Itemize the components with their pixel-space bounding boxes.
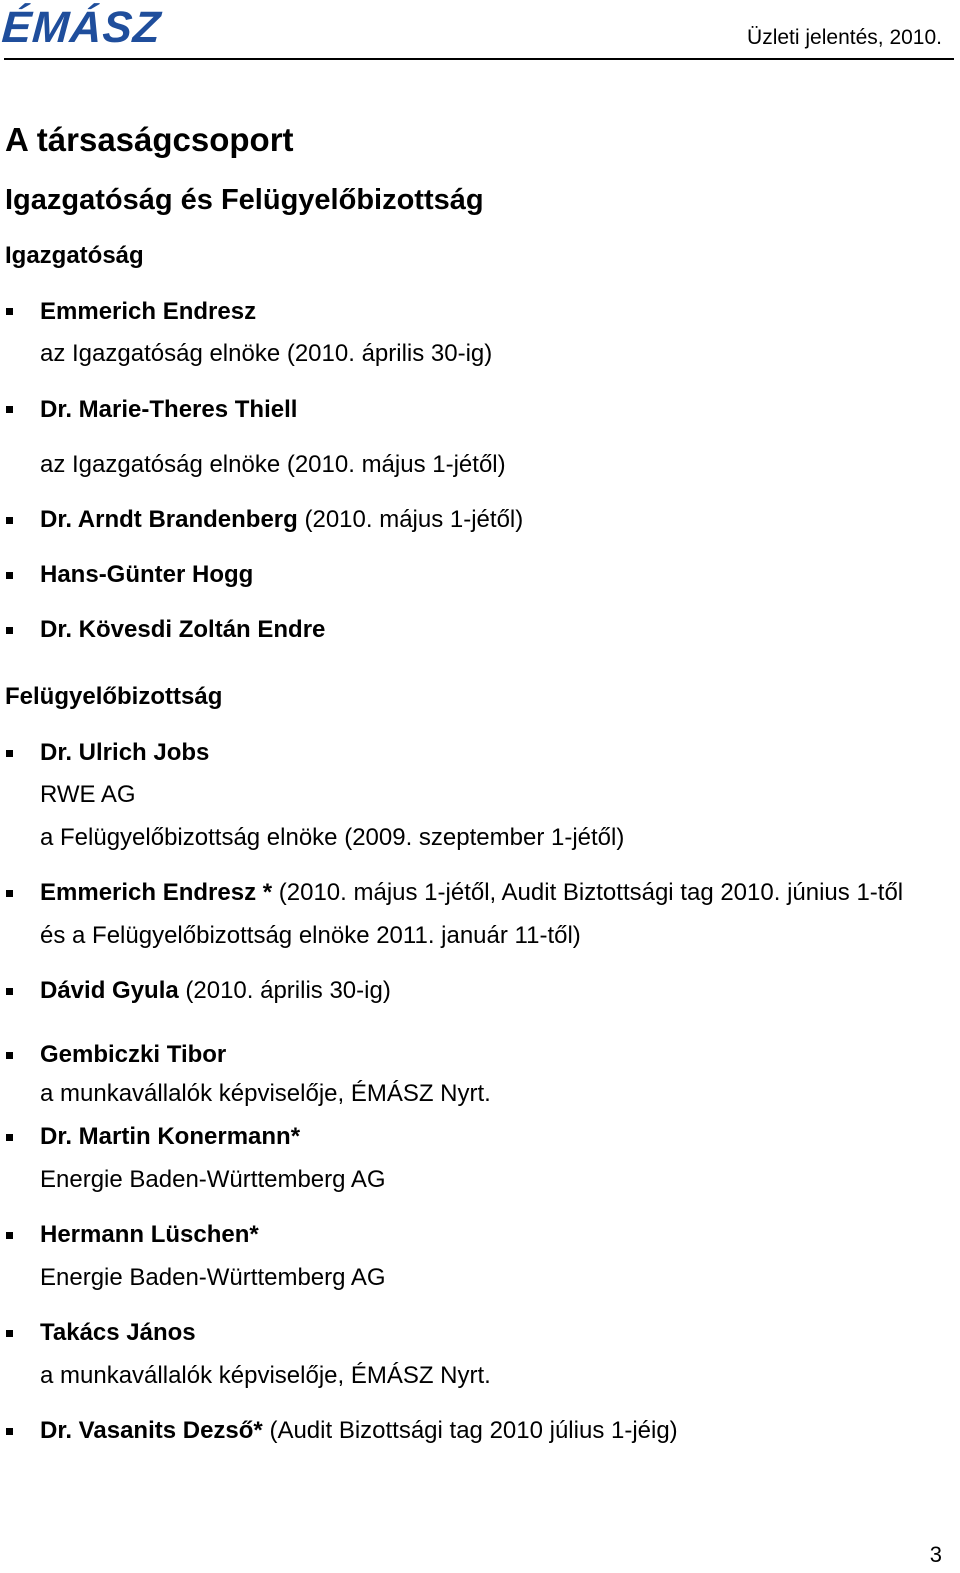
bullet-icon bbox=[6, 750, 13, 757]
member-note: (2010. április 30-ig) bbox=[178, 977, 391, 1004]
bullet-icon bbox=[6, 572, 13, 579]
member-name: Dr. Kövesdi Zoltán Endre bbox=[40, 616, 326, 643]
member-name: Hans-Günter Hogg bbox=[40, 561, 254, 588]
member-name: Dr. Arndt Brandenberg bbox=[40, 506, 298, 533]
member-detail: és a Felügyelőbizottság elnöke 2011. január 11-től) bbox=[40, 922, 581, 949]
page-header bbox=[0, 0, 960, 62]
list-item bbox=[40, 505, 523, 535]
list-item bbox=[40, 615, 325, 645]
member-detail: a munkavállalók képviselője, ÉMÁSZ Nyrt. bbox=[40, 1080, 491, 1107]
list-item bbox=[40, 560, 253, 590]
page-title: A társaságcsoport bbox=[5, 121, 294, 158]
page-number: 3 bbox=[929, 1542, 942, 1567]
member-detail: az Igazgatóság elnöke (2010. április 30-ig) bbox=[40, 340, 493, 367]
member-detail: az Igazgatóság elnöke (2010. május 1-jétől) bbox=[40, 451, 506, 478]
list-item bbox=[40, 1318, 196, 1348]
emasz-logo: ÉMÁSZ bbox=[0, 3, 163, 52]
bullet-icon bbox=[6, 308, 13, 315]
bullet-icon bbox=[6, 406, 13, 413]
list-item bbox=[40, 1416, 678, 1446]
bullet-icon bbox=[6, 1330, 13, 1337]
member-name: Dr. Vasanits Dezső* bbox=[40, 1417, 263, 1444]
member-name: Takács János bbox=[40, 1319, 196, 1346]
bullet-icon bbox=[6, 988, 13, 995]
list-item bbox=[40, 1040, 226, 1070]
bullet-icon bbox=[6, 1052, 13, 1059]
member-detail: a munkavállalók képviselője, ÉMÁSZ Nyrt. bbox=[40, 1362, 491, 1389]
bullet-icon bbox=[6, 1232, 13, 1239]
member-detail: a Felügyelőbizottság elnöke (2009. szeptember 1-jétől) bbox=[40, 824, 625, 851]
member-name: Dávid Gyula bbox=[40, 977, 179, 1004]
member-name: Dr. Ulrich Jobs bbox=[40, 739, 210, 766]
list-item bbox=[40, 738, 209, 768]
member-note: (Audit Bizottsági tag 2010 július 1-jéig) bbox=[262, 1417, 678, 1444]
member-note: (2010. május 1-jétől) bbox=[297, 506, 524, 533]
list-item bbox=[40, 976, 391, 1006]
list-item bbox=[40, 878, 903, 908]
member-name: Hermann Lüschen* bbox=[40, 1221, 259, 1248]
member-name: Dr. Martin Konermann* bbox=[40, 1123, 301, 1150]
member-name: Emmerich Endresz * bbox=[40, 879, 273, 906]
bullet-icon bbox=[6, 517, 13, 524]
bullet-icon bbox=[6, 1134, 13, 1141]
bullet-icon bbox=[6, 1428, 13, 1435]
header-divider bbox=[4, 58, 954, 60]
list-item bbox=[40, 1220, 259, 1250]
member-detail: RWE AG bbox=[40, 781, 136, 808]
member-name: Emmerich Endresz bbox=[40, 298, 257, 325]
supervisory-heading: Felügyelőbizottság bbox=[5, 683, 223, 710]
list-item bbox=[40, 1122, 300, 1152]
member-name: Dr. Marie-Theres Thiell bbox=[40, 396, 298, 423]
bullet-icon bbox=[6, 627, 13, 634]
member-detail: Energie Baden-Württemberg AG bbox=[40, 1264, 386, 1291]
list-item bbox=[40, 297, 256, 327]
member-note: (2010. május 1-jétől, Audit Biztottsági tag 2010. június 1-től bbox=[272, 879, 904, 906]
report-title: Üzleti jelentés, 2010. bbox=[747, 26, 942, 49]
board-heading: Igazgatóság bbox=[5, 242, 144, 269]
member-detail: Energie Baden-Württemberg AG bbox=[40, 1166, 386, 1193]
list-item bbox=[40, 395, 297, 425]
member-name: Gembiczki Tibor bbox=[40, 1041, 227, 1068]
section-title: Igazgatóság és Felügyelőbizottság bbox=[5, 184, 484, 216]
bullet-icon bbox=[6, 890, 13, 897]
